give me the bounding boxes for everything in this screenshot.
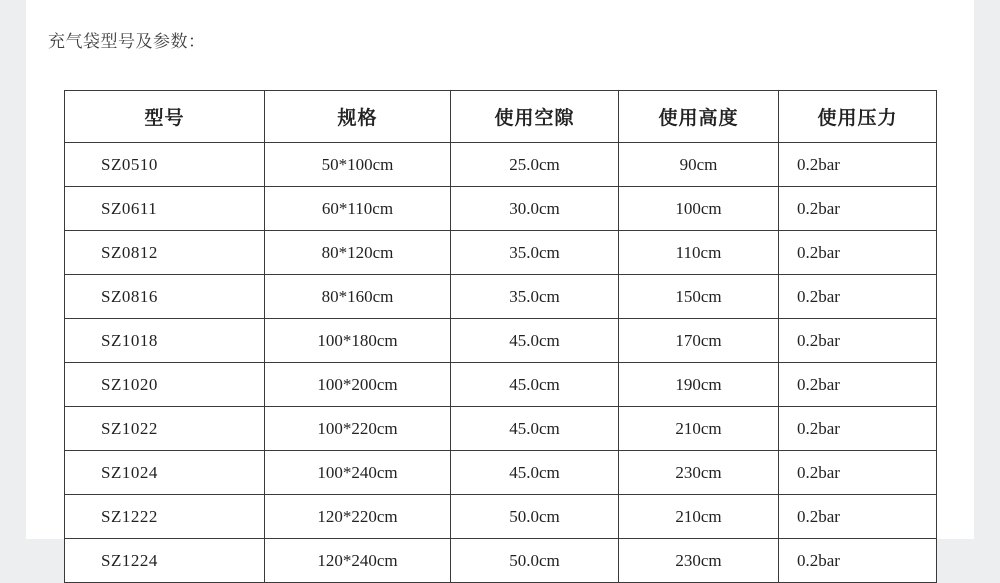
table-row bbox=[65, 495, 937, 539]
table-row bbox=[65, 319, 937, 363]
cell-model: SZ0611 bbox=[65, 187, 265, 231]
cell-model: SZ1020 bbox=[65, 363, 265, 407]
page-title: 充气袋型号及参数： bbox=[48, 32, 206, 51]
cell-pressure: 0.2bar bbox=[779, 319, 937, 363]
cell-spec: 60*110cm bbox=[265, 187, 451, 231]
cell-spec: 100*200cm bbox=[265, 363, 451, 407]
document-page bbox=[26, 0, 974, 570]
cell-pressure: 0.2bar bbox=[779, 275, 937, 319]
column-header-pressure: 使用压力 bbox=[779, 91, 937, 143]
table-row bbox=[65, 275, 937, 319]
table-row bbox=[65, 143, 937, 187]
table-header-row bbox=[65, 91, 937, 143]
cell-model: SZ0816 bbox=[65, 275, 265, 319]
cell-height: 170cm bbox=[619, 319, 779, 363]
cell-model: SZ1224 bbox=[65, 539, 265, 583]
cell-spec: 120*240cm bbox=[265, 539, 451, 583]
cell-spec: 80*160cm bbox=[265, 275, 451, 319]
cell-height: 230cm bbox=[619, 451, 779, 495]
cell-height: 150cm bbox=[619, 275, 779, 319]
cell-gap: 25.0cm bbox=[451, 143, 619, 187]
column-header-model: 型号 bbox=[65, 91, 265, 143]
cell-spec: 80*120cm bbox=[265, 231, 451, 275]
table-row bbox=[65, 451, 937, 495]
cell-pressure: 0.2bar bbox=[779, 407, 937, 451]
cell-model: SZ1018 bbox=[65, 319, 265, 363]
cell-pressure: 0.2bar bbox=[779, 231, 937, 275]
cell-gap: 35.0cm bbox=[451, 275, 619, 319]
cell-model: SZ1022 bbox=[65, 407, 265, 451]
column-header-gap: 使用空隙 bbox=[451, 91, 619, 143]
cell-pressure: 0.2bar bbox=[779, 187, 937, 231]
cell-model: SZ0510 bbox=[65, 143, 265, 187]
cell-gap: 45.0cm bbox=[451, 319, 619, 363]
cell-pressure: 0.2bar bbox=[779, 451, 937, 495]
table-row bbox=[65, 187, 937, 231]
cell-height: 210cm bbox=[619, 407, 779, 451]
cell-gap: 45.0cm bbox=[451, 451, 619, 495]
cell-spec: 100*180cm bbox=[265, 319, 451, 363]
cell-spec: 50*100cm bbox=[265, 143, 451, 187]
cell-model: SZ0812 bbox=[65, 231, 265, 275]
cell-model: SZ1222 bbox=[65, 495, 265, 539]
table-row bbox=[65, 407, 937, 451]
cell-spec: 100*240cm bbox=[265, 451, 451, 495]
spec-table-container bbox=[64, 90, 936, 583]
cell-height: 190cm bbox=[619, 363, 779, 407]
cell-height: 100cm bbox=[619, 187, 779, 231]
cell-spec: 100*220cm bbox=[265, 407, 451, 451]
table-row bbox=[65, 231, 937, 275]
cell-model: SZ1024 bbox=[65, 451, 265, 495]
cell-gap: 50.0cm bbox=[451, 539, 619, 583]
table-row bbox=[65, 539, 937, 583]
cell-gap: 35.0cm bbox=[451, 231, 619, 275]
column-header-spec: 规格 bbox=[265, 91, 451, 143]
cell-gap: 45.0cm bbox=[451, 407, 619, 451]
table-row bbox=[65, 363, 937, 407]
cell-spec: 120*220cm bbox=[265, 495, 451, 539]
spec-table bbox=[64, 90, 937, 583]
cell-height: 90cm bbox=[619, 143, 779, 187]
spec-table-body bbox=[65, 143, 937, 583]
cell-gap: 50.0cm bbox=[451, 495, 619, 539]
cell-pressure: 0.2bar bbox=[779, 363, 937, 407]
cell-pressure: 0.2bar bbox=[779, 539, 937, 583]
cell-height: 210cm bbox=[619, 495, 779, 539]
cell-height: 110cm bbox=[619, 231, 779, 275]
cell-gap: 30.0cm bbox=[451, 187, 619, 231]
cell-pressure: 0.2bar bbox=[779, 143, 937, 187]
cell-gap: 45.0cm bbox=[451, 363, 619, 407]
column-header-height: 使用高度 bbox=[619, 91, 779, 143]
cell-height: 230cm bbox=[619, 539, 779, 583]
cell-pressure: 0.2bar bbox=[779, 495, 937, 539]
